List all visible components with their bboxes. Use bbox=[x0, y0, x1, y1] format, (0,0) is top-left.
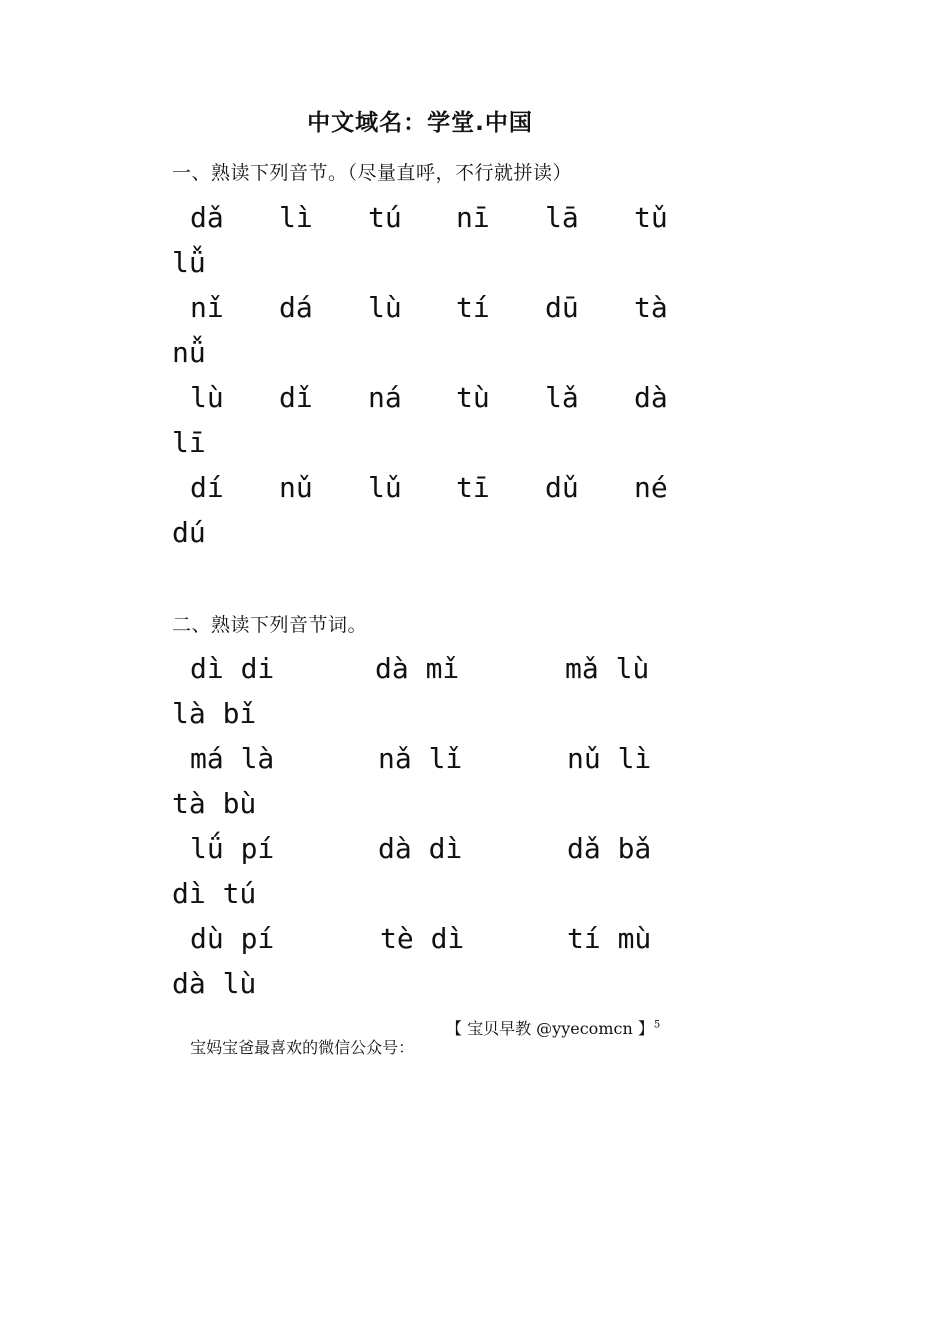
syllable: dǔ bbox=[545, 471, 579, 504]
word: tí mù bbox=[567, 922, 652, 955]
syllable: tà bbox=[634, 291, 668, 324]
page-title: 中文域名：学堂.中国 bbox=[307, 110, 533, 136]
word: tè dì bbox=[380, 922, 465, 955]
syllable: né bbox=[634, 471, 668, 504]
syllable-row bbox=[0, 378, 950, 418]
syllable: dū bbox=[545, 291, 579, 324]
syllable: dǐ bbox=[279, 381, 313, 414]
syllable: dà bbox=[634, 381, 668, 414]
syllable: tí bbox=[456, 291, 490, 324]
footer-account bbox=[446, 1016, 660, 1039]
syllable: lā bbox=[545, 201, 579, 234]
footer-text: 宝妈宝爸最喜欢的微信公众号： bbox=[190, 1038, 415, 1057]
syllable: lù bbox=[368, 291, 402, 324]
syllable: lì bbox=[279, 201, 313, 234]
section1-heading: 一、熟读下列音节。（尽量直呼，不行就拼读） bbox=[172, 162, 573, 184]
syllable-row bbox=[0, 288, 950, 328]
footer-account-text: 【 宝贝早教 @yyecomcn 】 bbox=[446, 1019, 654, 1038]
word: dà mǐ bbox=[375, 652, 460, 685]
word: má là bbox=[190, 742, 275, 775]
word: dì di bbox=[190, 652, 275, 685]
word: nǔ lì bbox=[567, 742, 652, 775]
syllable: lù bbox=[190, 381, 224, 414]
word: mǎ lù bbox=[565, 652, 650, 685]
word: nǎ lǐ bbox=[378, 742, 463, 775]
syllable-continuation: nǚ bbox=[172, 336, 206, 369]
syllable: dí bbox=[190, 471, 224, 504]
syllable-row bbox=[0, 198, 950, 238]
syllable: nǔ bbox=[279, 471, 313, 504]
syllable: nǐ bbox=[190, 291, 224, 324]
word-continuation: dà lù bbox=[172, 967, 257, 1000]
word-continuation: dì tú bbox=[172, 877, 257, 910]
word-row bbox=[0, 649, 950, 689]
syllable: nī bbox=[456, 201, 490, 234]
word-continuation: là bǐ bbox=[172, 697, 257, 730]
syllable: dǎ bbox=[190, 201, 224, 234]
syllable-continuation: lī bbox=[172, 426, 206, 459]
syllable: lǔ bbox=[368, 471, 402, 504]
syllable-row bbox=[0, 468, 950, 508]
syllable: lǎ bbox=[545, 381, 579, 414]
syllable: tǔ bbox=[634, 201, 668, 234]
page-number: 5 bbox=[653, 1019, 661, 1031]
syllable: tú bbox=[368, 201, 402, 234]
syllable: ná bbox=[368, 381, 402, 414]
word: dù pí bbox=[190, 922, 275, 955]
word: dǎ bǎ bbox=[567, 832, 652, 865]
syllable: tī bbox=[456, 471, 490, 504]
syllable: tù bbox=[456, 381, 490, 414]
section2-heading: 二、熟读下列音节词。 bbox=[172, 614, 368, 636]
footer bbox=[180, 1016, 661, 1077]
word: dà dì bbox=[378, 832, 463, 865]
syllable: dá bbox=[279, 291, 313, 324]
word-row bbox=[0, 919, 950, 959]
word-continuation: tà bù bbox=[172, 787, 257, 820]
syllable-continuation: lǚ bbox=[172, 246, 206, 279]
syllable-continuation: dú bbox=[172, 516, 206, 549]
word-row bbox=[0, 739, 950, 779]
word-row bbox=[0, 829, 950, 869]
word: lǘ pí bbox=[190, 832, 275, 865]
